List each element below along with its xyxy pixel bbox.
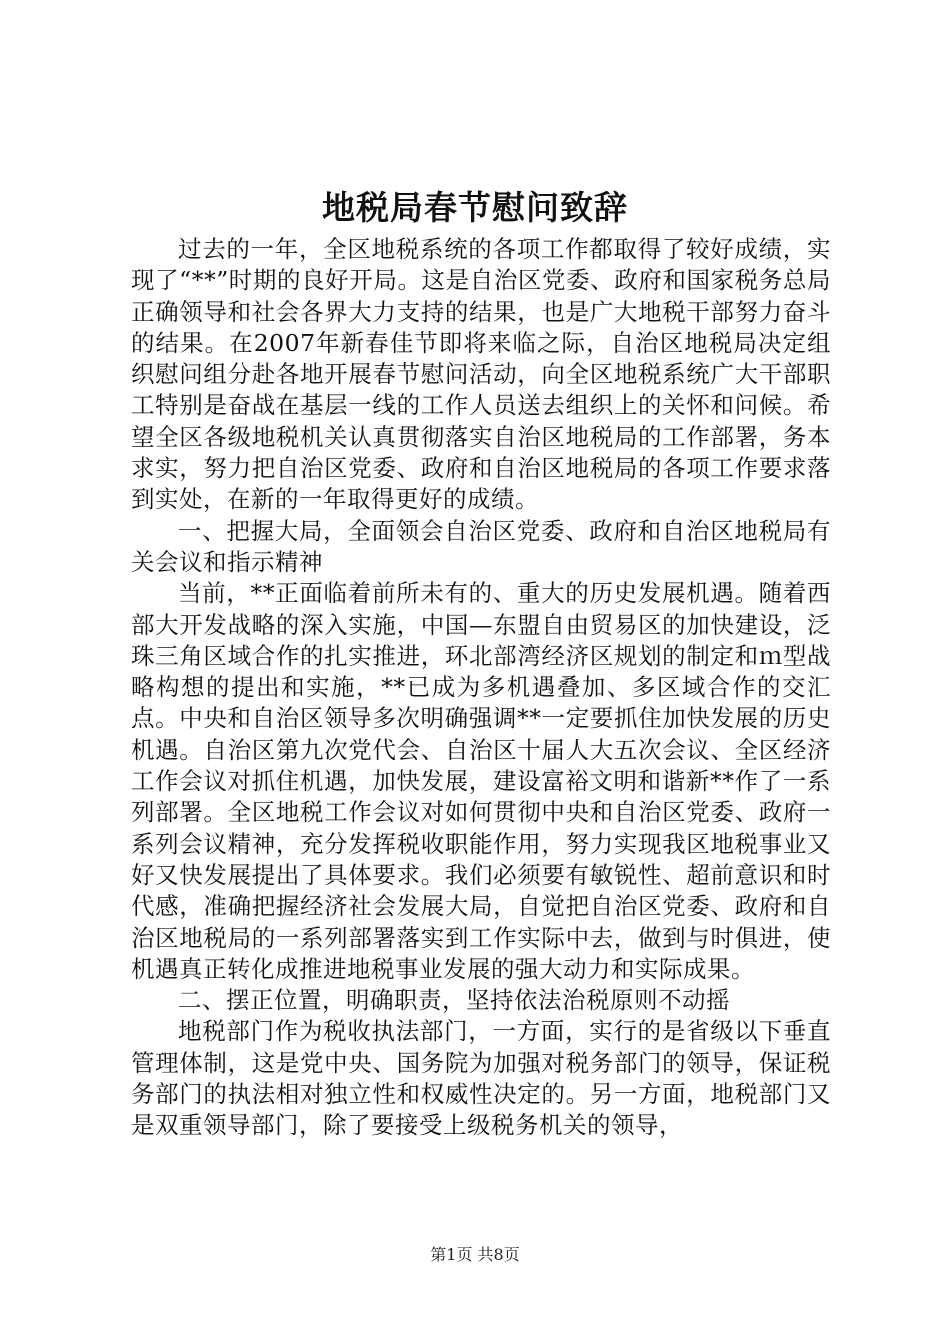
document-title: 地税局春节慰问致辞 — [322, 188, 628, 227]
section-heading-1: 一、把握大局，全面领会自治区党委、政府和自治区地税局有关会议和指示精神 — [131, 516, 831, 576]
document-body — [131, 234, 831, 1142]
section-heading-2: 二、摆正位置，明确职责，坚持依法治税原则不动摇 — [178, 986, 730, 1015]
paragraph-section-1: 当前，**正面临着前所未有的、重大的历史发展机遇。随着西部大开发战略的深入实施，中国—东盟自由贸易区的加快建设，泛珠三角区域合作的扎实推进，环北部湾经济区规划的制定和ｍ型战略构想的提出和实施，**已成为多机遇叠加、多区域合作的交汇点。中央和自治区领导多次明确强调**一定要抓住加快发展的历史机遇。自治区第九次党代会、自治区十届人大五次会议、全区经济工作会议对抓住机遇，加快发展，建设富裕文明和谐新**作了一系列部署。全区地税工作会议对如何贯彻中央和自治区党委、政府一系列会议精神，充分发挥税收职能作用，努力实现我区地税事业又好又快发展提出了具体要求。我们必须要有敏锐性、超前意识和时代感，准确把握经济社会发展大局，自觉把自治区党委、政府和自治区地税局的一系列部署落实到工作实际中去，做到与时俱进，使机遇真正转化成推进地税事业发展的强大动力和实际成果。 — [131, 579, 831, 983]
page-footer: 第1页 共8页 — [430, 1245, 520, 1264]
paragraph-intro: 过去的一年，全区地税系统的各项工作都取得了较好成绩，实现了“**”时期的良好开局。这是自治区党委、政府和国家税务总局正确领导和社会各界大力支持的结果，也是广大地税干部努力奋斗的结果。在2007年新春佳节即将来临之际，自治区地税局决定组织慰问组分赴各地开展春节慰问活动，向全区地税系统广大干部职工特别是奋战在基层一线的工作人员送去组织上的关怀和问候。希望全区各级地税机关认真贯彻落实自治区地税局的工作部署，务本求实，努力把自治区党委、政府和自治区地税局的各项工作要求落到实处，在新的一年取得更好的成绩。 — [131, 235, 831, 514]
paragraph-section-2: 地税部门作为税收执法部门，一方面，实行的是省级以下垂直管理体制，这是党中央、国务院为加强对税务部门的领导，保证税务部门的执法相对独立性和权威性决定的。另一方面，地税部门又是双重领导部门，除了要接受上级税务机关的领导， — [131, 1017, 831, 1140]
